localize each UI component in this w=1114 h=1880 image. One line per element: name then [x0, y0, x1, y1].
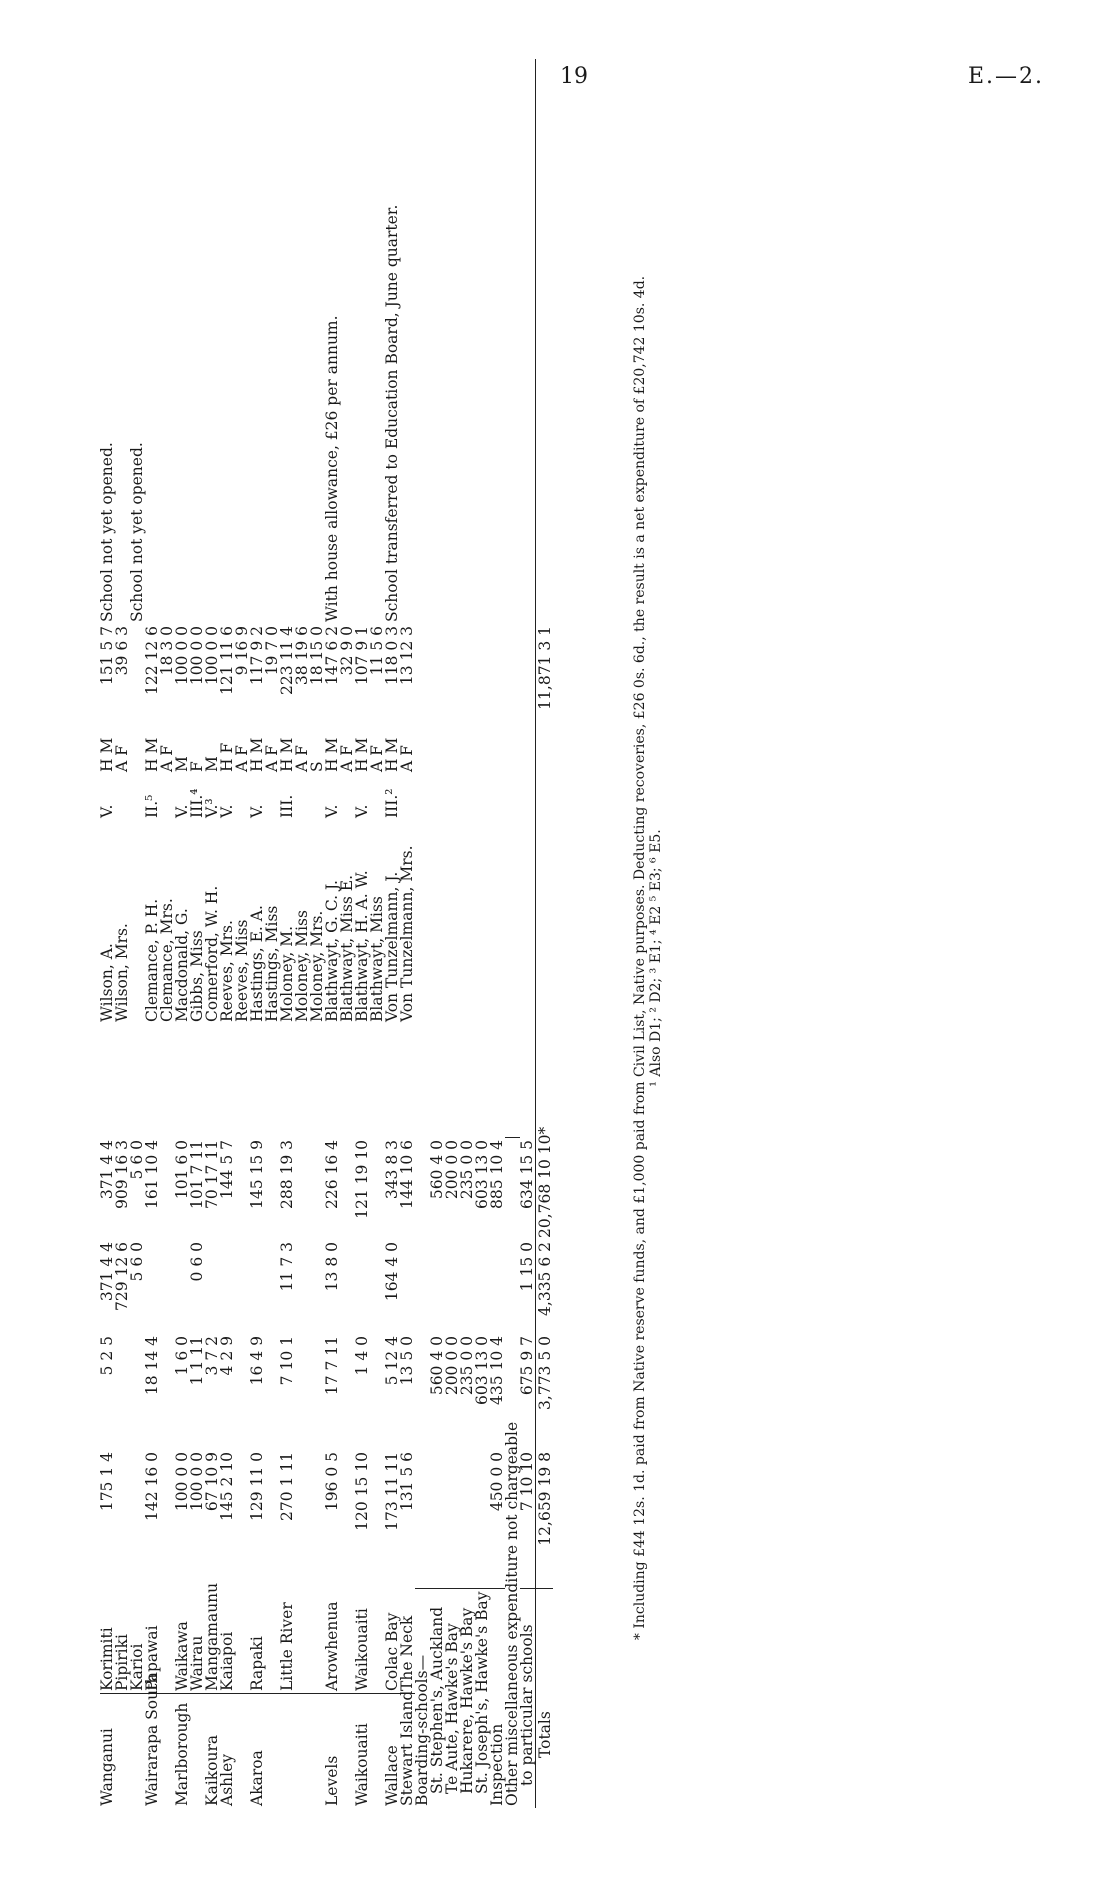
- teacher-name-cell: Blathwayt, G. C. J.: [323, 880, 341, 1022]
- amount-col3-cell: 1 15 0: [518, 1242, 536, 1292]
- total-expenditure-cell: 121 19 10: [353, 1140, 371, 1219]
- amount-col1-cell: 142 16 0: [143, 1452, 161, 1522]
- teacher-name-cell: Hastings, E. A.: [248, 905, 266, 1022]
- amount-col1-cell: [295, 1450, 310, 1589]
- inspection-label: Inspection: [490, 1589, 505, 1808]
- class-cell: III.: [278, 794, 296, 818]
- expenditure-table: [100, 59, 553, 1808]
- school-cell: Colac Bay: [383, 1612, 401, 1691]
- teacher-name-cell: Blathwayt, H. A. W.: [353, 870, 371, 1022]
- position-cell: A F: [398, 745, 416, 772]
- amount-col3-cell: [475, 1240, 490, 1334]
- spacer-cell: [340, 1024, 355, 1138]
- spacer-cell: [235, 1024, 250, 1138]
- salary-cell: 18 15 0: [308, 626, 326, 686]
- school-cell: Papawai: [143, 1625, 161, 1691]
- total-expenditure-cell: 145 15 9: [248, 1140, 266, 1210]
- amount-col2-cell: 3 7 2: [203, 1336, 221, 1376]
- rotated-table-block: [100, 108, 700, 1808]
- table-row: [475, 59, 490, 1808]
- salary-cell: 107 9 1: [353, 626, 371, 686]
- teacher-name-cell: Clemance, P. H.: [143, 898, 161, 1022]
- total-expenditure-cell: 5 6 0: [128, 1140, 146, 1180]
- amount-col3-cell: [430, 1240, 445, 1334]
- teacher-name-cell: Reeves, Miss: [233, 919, 251, 1022]
- amount-col3-cell: [160, 1240, 175, 1334]
- salary-cell: 147 6 2: [323, 626, 341, 686]
- remark-cell: School not yet opened.: [128, 442, 146, 622]
- other-expenditure-label: Other miscellaneous expenditure not chargeable: [505, 1138, 520, 1808]
- total-expenditure-cell: 634 15 5: [518, 1140, 536, 1210]
- spacer-cell: [536, 820, 554, 1024]
- amount-col3-cell: [490, 1240, 505, 1334]
- total-expenditure-cell: 560 4 0: [428, 1140, 446, 1200]
- table-body: [100, 59, 553, 1808]
- school-cell: Mangamaunu: [203, 1582, 221, 1691]
- district-cell: [115, 1694, 130, 1809]
- boarding-school-label: Hukarere, Hawke's Bay: [460, 1589, 475, 1808]
- amount-col1-cell: [445, 1450, 460, 1589]
- table-row: [460, 59, 475, 1808]
- class-cell: [295, 774, 310, 820]
- spacer-cell: [400, 1024, 415, 1138]
- district-cell: [280, 1694, 295, 1809]
- table-row: [505, 59, 520, 1808]
- amount-col3-cell: 13 8 0: [323, 1242, 341, 1292]
- class-cell: V.³: [203, 798, 221, 818]
- amount-col2-cell: 1 4 0: [353, 1336, 371, 1376]
- amount-col3-cell: 164 4 0: [383, 1242, 401, 1302]
- amount-col1-cell: 129 11 0: [248, 1452, 266, 1522]
- spacer-cell: [130, 1024, 145, 1138]
- amount-col2-cell: 603 13 0: [473, 1336, 491, 1406]
- table-row: [115, 59, 130, 1808]
- teacher-name-cell: Moloney, Miss: [293, 910, 311, 1022]
- class-cell: V.: [353, 804, 371, 818]
- school-cell: The Neck: [398, 1615, 416, 1691]
- district-cell: Waikouaiti: [355, 1694, 370, 1809]
- district-cell: Wallace: [385, 1694, 400, 1809]
- total-expenditure-cell: [295, 1138, 310, 1240]
- district-cell: Marlborough: [175, 1694, 190, 1809]
- teacher-name-cell: Gibbs, Miss: [188, 930, 206, 1022]
- remark-cell: [205, 59, 220, 624]
- salary-cell: 11 5 6: [368, 626, 386, 676]
- school-cell: Karioi: [128, 1643, 146, 1691]
- position-cell: A F: [368, 745, 386, 772]
- total-expenditure-cell: 343 8 3: [383, 1140, 401, 1200]
- class-cell: III.⁴: [188, 788, 206, 818]
- teacher-name-cell: Comerford, W. H.: [203, 885, 221, 1022]
- class-cell: V.: [218, 804, 236, 818]
- remark-cell: [250, 59, 265, 624]
- total-expenditure-cell: 144 5 7: [218, 1140, 236, 1200]
- position-cell: H F: [218, 742, 236, 772]
- salary-cell: 223 11 4: [278, 626, 296, 696]
- total-expenditure-cell: 288 19 3: [278, 1140, 296, 1210]
- teacher-name-cell: Moloney, M.: [278, 926, 296, 1022]
- position-cell: F: [188, 761, 206, 772]
- amount-col1-cell: 175 1 4: [98, 1452, 116, 1512]
- total-salary-cell: 11,871 3 1: [536, 624, 554, 728]
- total-expenditure-cell: 226 16 4: [323, 1140, 341, 1210]
- salary-cell: 18 3 0: [158, 626, 176, 676]
- amount-col1-cell: 7 10 10: [518, 1452, 536, 1512]
- position-cell: A F: [113, 745, 131, 772]
- amount-col1-cell: 173 11 11: [383, 1452, 401, 1531]
- amount-col1-cell: 145 2 10: [218, 1452, 236, 1522]
- school-cell: Little River: [278, 1602, 296, 1691]
- salary-cell: 100 0 0: [188, 626, 206, 686]
- teacher-name-cell: Hastings, Miss: [263, 905, 281, 1022]
- spacer-cell: [175, 1024, 190, 1138]
- amount-col2-cell: 1 6 0: [173, 1336, 191, 1376]
- teacher-name-cell: Von Tunzelmann, J.: [383, 871, 401, 1022]
- salary-cell: 38 19 6: [293, 626, 311, 686]
- position-cell: A F: [158, 745, 176, 772]
- total-col1-cell: 12,659 19 8: [536, 1450, 554, 1589]
- remark-cell: [235, 59, 250, 624]
- position-cell: A F: [293, 745, 311, 772]
- remark-cell: [295, 59, 310, 624]
- school-cell: Pipiriki: [113, 1634, 131, 1691]
- amount-col2-cell: 7 10 1: [278, 1336, 296, 1386]
- spacer-cell: [190, 1024, 205, 1138]
- position-cell: H M: [98, 737, 116, 772]
- amount-col2-cell: 17 7 11: [323, 1336, 341, 1396]
- amount-col2-cell: 5 12 4: [383, 1336, 401, 1386]
- amount-col3-cell: 371 4 4: [98, 1242, 116, 1302]
- amount-col3-cell: [205, 1240, 220, 1334]
- district-cell: Levels: [325, 1694, 340, 1809]
- salary-cell: 100 0 0: [203, 626, 221, 686]
- total-expenditure-cell: 909 16 3: [113, 1140, 131, 1210]
- spacer-cell: [385, 1024, 400, 1138]
- total-col2-cell: 3,773 5 0: [536, 1334, 554, 1450]
- remark-cell: [220, 59, 235, 624]
- amount-col1-cell: 450 0 0: [488, 1452, 506, 1512]
- amount-col2-cell: 675 9 7: [518, 1336, 536, 1396]
- teacher-name-cell: Macdonald, G.: [173, 908, 191, 1022]
- teacher-name-cell: Moloney, Mrs.: [308, 910, 326, 1022]
- teacher-name-cell: Von Tunzelmann, Mrs.: [398, 845, 416, 1022]
- position-cell: S: [308, 761, 326, 772]
- amount-col2-cell: 435 10 4: [488, 1336, 506, 1406]
- amount-col1-cell: [115, 1450, 130, 1589]
- position-cell: M: [203, 756, 221, 772]
- remark-cell: [280, 59, 295, 624]
- spacer-cell: [280, 1024, 295, 1138]
- spacer-cell: [115, 1024, 130, 1138]
- amount-col3-cell: [340, 1240, 355, 1334]
- remark-cell: [265, 59, 280, 624]
- remark-cell: [355, 59, 370, 624]
- spacer-cell: [250, 1024, 265, 1138]
- amount-col3-cell: 11 7 3: [278, 1242, 296, 1292]
- class-cell: V.: [323, 804, 341, 818]
- salary-cell: 9 16 9: [233, 626, 251, 676]
- total-col3-cell: 4,335 6 2: [536, 1240, 554, 1334]
- boarding-school-label: St. Stephen's, Auckland: [430, 1589, 445, 1808]
- spacer-cell: [145, 1024, 160, 1138]
- teacher-name-cell: Wilson, A.: [98, 943, 116, 1022]
- spacer-cell: [536, 1024, 554, 1138]
- amount-col2-cell: 4 2 9: [218, 1336, 236, 1376]
- total-expenditure-cell: 70 17 11: [203, 1140, 221, 1210]
- remark-cell: School transferred to Education Board, June quarter.: [383, 204, 401, 622]
- remark-cell: [340, 59, 355, 624]
- class-cell: V.: [248, 804, 266, 818]
- amount-col2-cell: 1 1 11: [188, 1336, 206, 1386]
- class-cell: V.: [173, 804, 191, 818]
- class-cell: V.: [98, 804, 116, 818]
- boarding-school-label: Te Aute, Hawke's Bay: [445, 1589, 460, 1808]
- spacer-cell: [370, 1024, 385, 1138]
- amount-col1-cell: 120 15 10: [353, 1452, 371, 1531]
- position-cell: H M: [248, 737, 266, 772]
- remark-cell: With house allowance, £26 per annum.: [323, 315, 341, 622]
- salary-cell: 122 12 6: [143, 626, 161, 696]
- salary-cell: 118 0 3: [383, 626, 401, 686]
- position-cell: H M: [323, 737, 341, 772]
- grand-total-cell: 20,768 10 10*: [536, 1126, 554, 1238]
- amount-col2-cell: 200 0 0: [443, 1336, 461, 1396]
- amount-col3-cell: 0 6 0: [188, 1242, 206, 1282]
- spacer-cell: [536, 774, 554, 820]
- footnote-main: * Including £44 12s. 1d. paid from Native reserve funds, and £1,000 paid from Civil List, Native purposes. Deducting recoveries, £26 0s. 6d., the result is a net expenditure of £20,742 10s. 4d.: [632, 275, 648, 1641]
- class-cell: III.²: [383, 788, 401, 818]
- position-cell: M: [173, 756, 191, 772]
- table-row: [536, 59, 554, 1808]
- district-cell: Kaikoura: [205, 1694, 220, 1809]
- remark-cell: [190, 59, 205, 624]
- amount-col3-cell: [400, 1240, 415, 1334]
- amount-col1-cell: 67 10 9: [203, 1452, 221, 1512]
- amount-col1-cell: 131 5 6: [398, 1452, 416, 1512]
- salary-cell: 39 6 3: [113, 626, 131, 676]
- salary-cell: 151 5 7: [98, 626, 116, 686]
- amount-col3-cell: [235, 1240, 250, 1334]
- total-expenditure-cell: 371 4 4: [98, 1140, 116, 1200]
- remark-cell: School not yet opened.: [98, 442, 116, 622]
- school-cell: Wairau: [188, 1635, 206, 1691]
- amount-col2-cell: [295, 1334, 310, 1450]
- spacer-cell: [295, 1024, 310, 1138]
- amount-col2-cell: 18 14 4: [143, 1336, 161, 1396]
- spacer-cell: [310, 1024, 325, 1138]
- salary-cell: 100 0 0: [173, 626, 191, 686]
- position-cell: A F: [233, 745, 251, 772]
- school-cell: Waikouaiti: [353, 1608, 371, 1691]
- teacher-name-cell: Blathwayt, Miss: [368, 896, 386, 1022]
- footnote-sources: ¹ Also D1; ² D2; ³ E1; ⁴ E2 ⁵ E3; ⁶ E5.: [648, 829, 664, 1087]
- teacher-name-cell: Blathwayt, Miss E.: [338, 874, 356, 1022]
- total-expenditure-cell: 603 13 0: [473, 1140, 491, 1210]
- school-cell: Korimiti: [98, 1627, 116, 1691]
- boarding-heading: Boarding-schools—: [415, 1589, 430, 1808]
- school-cell: Waikawa: [173, 1621, 191, 1691]
- school-cell: Kaiapoi: [218, 1631, 236, 1691]
- total-expenditure-cell: 885 10 4: [488, 1140, 506, 1210]
- salary-cell: 19 7 0: [263, 626, 281, 676]
- salary-cell: 117 9 2: [248, 626, 266, 686]
- district-cell: Wanganui: [100, 1694, 115, 1809]
- position-cell: H M: [353, 737, 371, 772]
- position-cell: H M: [278, 737, 296, 772]
- district-cell: Akaroa: [250, 1694, 265, 1809]
- position-cell: A F: [338, 745, 356, 772]
- other-expenditure-label-cont: to particular schools: [520, 1589, 536, 1808]
- amount-col3-cell: 5 6 0: [128, 1242, 146, 1282]
- amount-col2-cell: 235 0 0: [458, 1336, 476, 1396]
- amount-col1-cell: [430, 1450, 445, 1589]
- position-cell: H M: [143, 737, 161, 772]
- salary-cell: 121 11 6: [218, 626, 236, 696]
- amount-col2-cell: 560 4 0: [428, 1336, 446, 1396]
- amount-col3-cell: [355, 1240, 370, 1334]
- school-cell: [295, 1589, 310, 1694]
- teacher-name-cell: Wilson, Mrs.: [113, 923, 131, 1022]
- amount-col3-cell: [145, 1240, 160, 1334]
- salary-cell: 13 12 3: [398, 626, 416, 686]
- school-cell: Arowhenua: [323, 1601, 341, 1691]
- teacher-name-cell: Clemance, Mrs.: [158, 898, 176, 1022]
- amount-col2-cell: 16 4 9: [248, 1336, 266, 1386]
- total-expenditure-cell: 144 10 6: [398, 1140, 416, 1210]
- page-number: 19: [560, 64, 588, 89]
- spacer-cell: [325, 1024, 340, 1138]
- spacer-cell: [265, 1024, 280, 1138]
- total-expenditure-cell: 200 0 0: [443, 1140, 461, 1200]
- amount-col3-cell: [460, 1240, 475, 1334]
- spacer-cell: [100, 1024, 115, 1138]
- amount-col3-cell: [295, 1240, 310, 1334]
- district-cell: Wairarapa South: [143, 1673, 161, 1806]
- table-row: [520, 59, 536, 1808]
- spacer-cell: [205, 1024, 220, 1138]
- amount-col3-cell: [250, 1240, 265, 1334]
- totals-label: Totals: [536, 1589, 554, 1808]
- table-row: [415, 59, 430, 1808]
- amount-col1-cell: 270 1 11: [278, 1452, 296, 1522]
- remark-cell: [175, 59, 190, 624]
- district-cell: Stewart Island: [398, 1690, 416, 1806]
- document-reference: E.—2.: [968, 64, 1045, 89]
- spacer-cell: [220, 1024, 235, 1138]
- amount-col3-cell: [445, 1240, 460, 1334]
- remark-cell: [145, 59, 160, 624]
- class-cell: [115, 774, 130, 820]
- district-cell: [265, 1694, 280, 1809]
- amount-col1-cell: 100 0 0: [173, 1452, 191, 1512]
- remark-cell: [160, 59, 175, 624]
- boarding-school-label: St. Joseph's, Hawke's Bay: [475, 1589, 490, 1808]
- total-expenditure-cell: 101 7 11: [188, 1140, 206, 1210]
- amount-col3-cell: 729 12 6: [113, 1242, 131, 1312]
- footnotes: [632, 108, 664, 1808]
- salary-cell: 32 9 0: [338, 626, 356, 676]
- total-expenditure-cell: 235 0 0: [458, 1140, 476, 1200]
- spacer-cell: [536, 728, 554, 774]
- amount-col2-cell: 5 2 5: [98, 1336, 116, 1376]
- amount-col3-cell: [220, 1240, 235, 1334]
- table-row: [445, 59, 460, 1808]
- district-cell: Ashley: [220, 1694, 235, 1809]
- table-row: [430, 59, 445, 1808]
- spacer-cell: [160, 1024, 175, 1138]
- class-cell: [400, 774, 415, 820]
- amount-col2-cell: 13 5 0: [398, 1336, 416, 1386]
- spacer-cell: [355, 1024, 370, 1138]
- total-expenditure-cell: 101 6 0: [173, 1140, 191, 1200]
- school-cell: Rapaki: [248, 1636, 266, 1691]
- district-cell: [295, 1694, 310, 1809]
- amount-col1-cell: 196 0 5: [323, 1452, 341, 1512]
- spacer-cell: [536, 59, 554, 624]
- remark-cell: [400, 59, 415, 624]
- total-expenditure-cell: 161 10 4: [143, 1140, 161, 1210]
- teacher-name-cell: Reeves, Mrs.: [218, 920, 236, 1022]
- position-cell: H M: [383, 737, 401, 772]
- amount-col2-cell: [115, 1334, 130, 1450]
- position-cell: A F: [263, 745, 281, 772]
- class-cell: II.⁵: [143, 794, 161, 818]
- amount-col1-cell: 100 0 0: [188, 1452, 206, 1512]
- amount-col1-cell: [460, 1450, 475, 1589]
- table-row: [400, 59, 415, 1808]
